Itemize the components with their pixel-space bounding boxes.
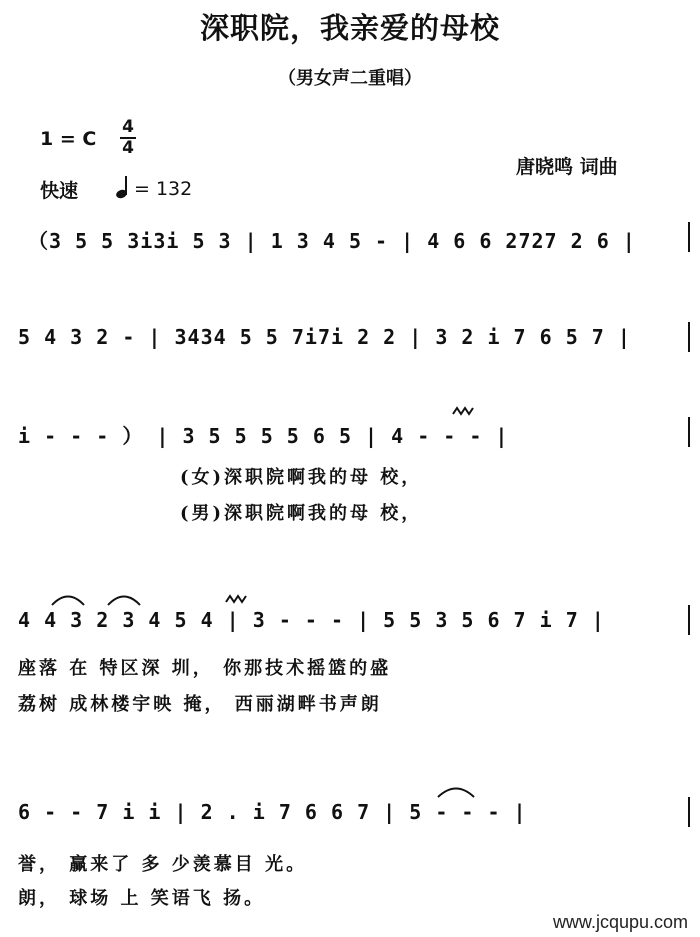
lyric-line2-a: 座落 在 特区深 圳， 你那技术摇篮的盛 [18, 658, 392, 679]
lyric-line3-b: 朗， 球场 上 笑语飞 扬。 [18, 888, 266, 909]
slur-mark [52, 597, 84, 606]
mordent-mark [453, 408, 473, 414]
credits: 唐晓鸣 词曲 [516, 156, 618, 178]
tempo-word: 快速 [40, 180, 79, 202]
lyric-female-1: (女)深职院啊我的母 校， [180, 467, 423, 488]
song-subtitle: （男女声二重唱） [278, 68, 422, 89]
time-signature-bottom: 4 [122, 138, 134, 158]
watermark: www.jcqupu.com [552, 912, 688, 932]
slur-mark [108, 597, 140, 606]
score-line-4: 4 4 3 2 3 4 5 4 | 3 - - - | 5 5 3 5 6 7 i 7 | [18, 608, 605, 632]
lyric-line2-b: 荔树 成林楼宇映 掩， 西丽湖畔书声朗 [18, 694, 382, 715]
tempo-value: = 132 [134, 178, 193, 200]
score-line-5: 6 - - 7 i i | 2 . i 7 6 6 7 | 5 - - - | [18, 800, 527, 824]
lyric-line3-a: 誉， 赢来了 多 少羡慕目 光。 [18, 854, 308, 875]
song-title: 深职院，我亲爱的母校 [199, 11, 500, 45]
mordent-mark [226, 596, 246, 602]
score-line-1: （3 5 5 3i3i 5 3 | 1 3 4 5 - | 4 6 6 2727 2 6 | [28, 229, 636, 253]
score-line-3: i - - - ） | 3 5 5 5 5 6 5 | 4 - - - | [18, 424, 509, 448]
key-signature: 1 = C [40, 128, 97, 150]
score-line-2: 5 4 3 2 - | 3434 5 5 7i7i 2 2 | 3 2 i 7 6 5 7 | [18, 325, 631, 349]
slur-mark [438, 789, 474, 798]
lyric-male-1: (男)深职院啊我的母 校， [180, 503, 423, 524]
time-signature-top: 4 [122, 117, 134, 137]
